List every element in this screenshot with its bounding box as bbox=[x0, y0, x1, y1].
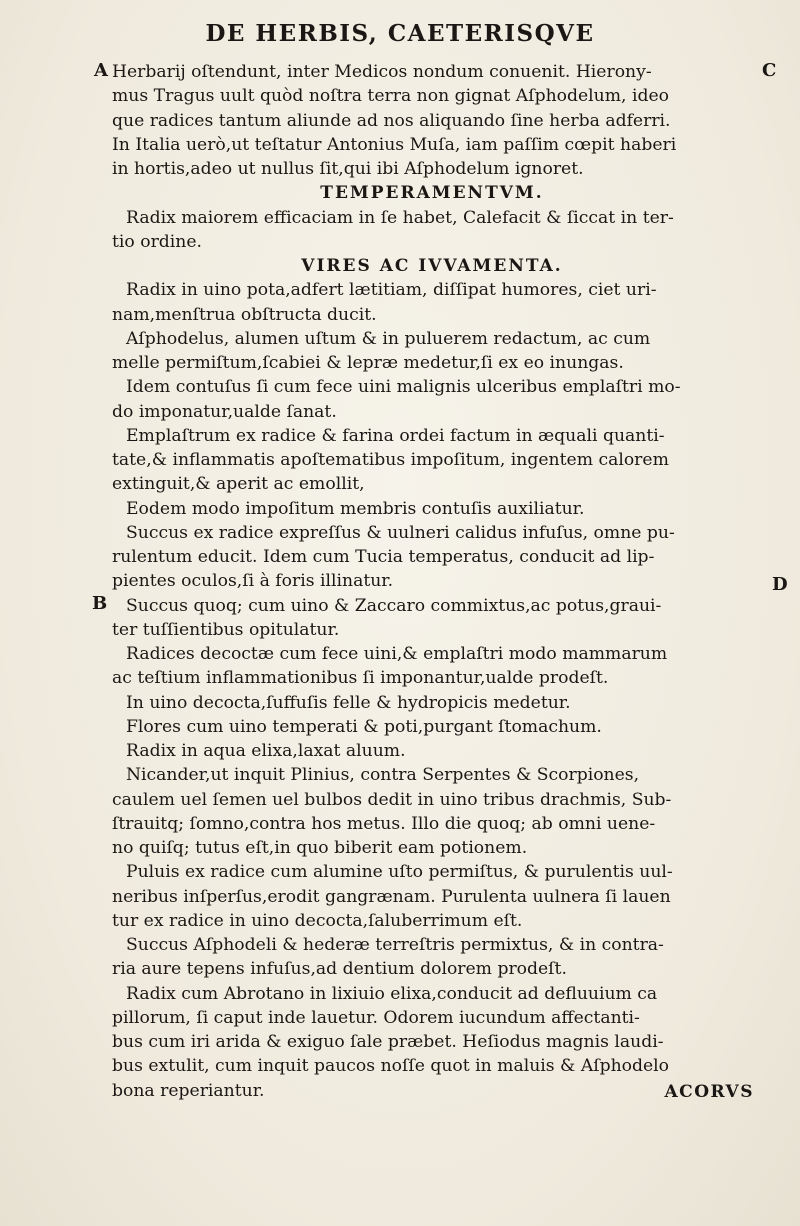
text-line: In Italia uerò,ut teſtatur Antonius Muſa, iam paſſim cœpit haberi bbox=[112, 134, 677, 155]
text-line: bus extulit, cum inquit paucos noſſe quot in maluis & Aſphodelo bbox=[112, 1056, 670, 1077]
text-line: Radix in uino pota,adfert lætitiam, diſſipat humores, ciet uri- bbox=[126, 280, 657, 301]
text-line: pientes oculos,ſi à foris illinatur. bbox=[112, 571, 394, 592]
text-line: Nicander,ut inquit Plinius, contra Serpentes & Scorpiones, bbox=[126, 765, 640, 786]
text-line: caulem uel ſemen uel bulbos dedit in uino tribus drachmis, Sub- bbox=[112, 789, 672, 810]
text-line: Radices decoctæ cum fece uini,& emplaſtri modo mammarum bbox=[126, 644, 668, 664]
text-line: neribus inſperſus,erodit gangrænam. Purulenta uulnera ſi lauen bbox=[112, 886, 671, 907]
body-text bbox=[112, 60, 752, 1103]
text-line: tur ex radice in uino decocta,ſaluberrimum eſt. bbox=[112, 910, 523, 931]
text-line: ſtrauitq; ſomno,contra hos metus. Illo die quoq; ab omni uene- bbox=[112, 813, 656, 834]
text-line: ter tuſſientibus opitulatur. bbox=[112, 619, 340, 640]
text-line: ac teſtium inflammationibus ſi imponantur,ualde prodeſt. bbox=[112, 668, 609, 689]
text-line: pillorum, ſi caput inde lauetur. Odorem iucundum affectanti- bbox=[112, 1007, 640, 1028]
text-line: in hortis,adeo ut nullus ſit,qui ibi Aſphodelum ignoret. bbox=[112, 159, 584, 179]
text-line: bona reperiantur. bbox=[112, 1080, 265, 1101]
margin-letter-a: A bbox=[94, 60, 108, 81]
text-line: Puluis ex radice cum alumine uſto permiſtus, & purulentis uul- bbox=[126, 862, 673, 883]
text-line: Radix in aqua elixa,laxat aluum. bbox=[126, 741, 406, 761]
text-line: nam,menſtrua obſtructa ducit. bbox=[112, 304, 377, 325]
text-line: Succus Aſphodeli & hederæ terreſtris permixtus, & in contra- bbox=[126, 935, 664, 955]
text-line: Herbarij oſtendunt, inter Medicos nondum conuenit. Hierony- bbox=[112, 62, 652, 82]
section-heading: VIRES AC IVVAMENTA. bbox=[301, 256, 563, 276]
text-line: que radices tantum aliunde ad nos aliquando ſine herba adferri. bbox=[112, 110, 671, 131]
running-head: DE HERBIS, CAETERISQVE bbox=[205, 20, 595, 47]
text-line: melle permiſtum,ſcabiei & lepræ medetur,ſi ex eo inungas. bbox=[112, 353, 624, 373]
margin-letter-b: B bbox=[92, 593, 108, 614]
text-line: Flores cum uino temperati & poti,purgant ſtomachum. bbox=[126, 716, 602, 737]
text-line: tio ordine. bbox=[112, 231, 202, 252]
text-line: Succus quoq; cum uino & Zaccaro commixtus,ac potus,graui- bbox=[126, 595, 662, 616]
text-line: Emplaſtrum ex radice & farina ordei factum in æquali quanti- bbox=[126, 425, 665, 446]
text-line: Radix maiorem efficaciam in ſe habet, Calefacit & ſiccat in ter- bbox=[126, 207, 674, 228]
text-line: In uino decocta,ſuffuſis felle & hydropicis medetur. bbox=[126, 692, 571, 713]
text-line: bus cum iri arida & exiguo ſale præbet. Heſiodus magnis laudi- bbox=[112, 1032, 664, 1052]
section-heading: TEMPERAMENTVM. bbox=[320, 183, 544, 204]
text-line: tate,& inflammatis apoſtematibus impoſitum, ingentem calorem bbox=[112, 450, 669, 470]
text-line: Eodem modo impoſitum membris contuſis auxiliatur. bbox=[126, 498, 585, 519]
text-line: Aſphodelus, alumen uſtum & in puluerem redactum, ac cum bbox=[126, 328, 651, 349]
text-line: extinguit,& aperit ac emollit, bbox=[112, 474, 365, 495]
margin-letter-d: D bbox=[772, 574, 788, 595]
catchword: ACORVS bbox=[664, 1082, 754, 1102]
text-line: do imponatur,ualde ſanat. bbox=[112, 401, 337, 422]
text-line: Radix cum Abrotano in lixiuio elixa,conducit ad defluuium ca bbox=[126, 983, 658, 1004]
text-line: Idem contuſus ſi cum fece uini malignis ulceribus emplaſtri mo- bbox=[126, 377, 681, 398]
text-line: no quiſq; tutus eſt,in quo biberit eam potionem. bbox=[112, 838, 528, 858]
text-line: rulentum educit. Idem cum Tucia temperatus, conducit ad lip- bbox=[112, 547, 655, 567]
text-line: Succus ex radice expreſſus & uulneri calidus infuſus, omne pu- bbox=[126, 522, 675, 543]
margin-letter-c: C bbox=[762, 60, 777, 81]
text-line: ria aure tepens infuſus,ad dentium dolorem prodeſt. bbox=[112, 959, 567, 980]
text-line: mus Tragus uult quòd noſtra terra non gignat Aſphodelum, ideo bbox=[112, 86, 669, 107]
